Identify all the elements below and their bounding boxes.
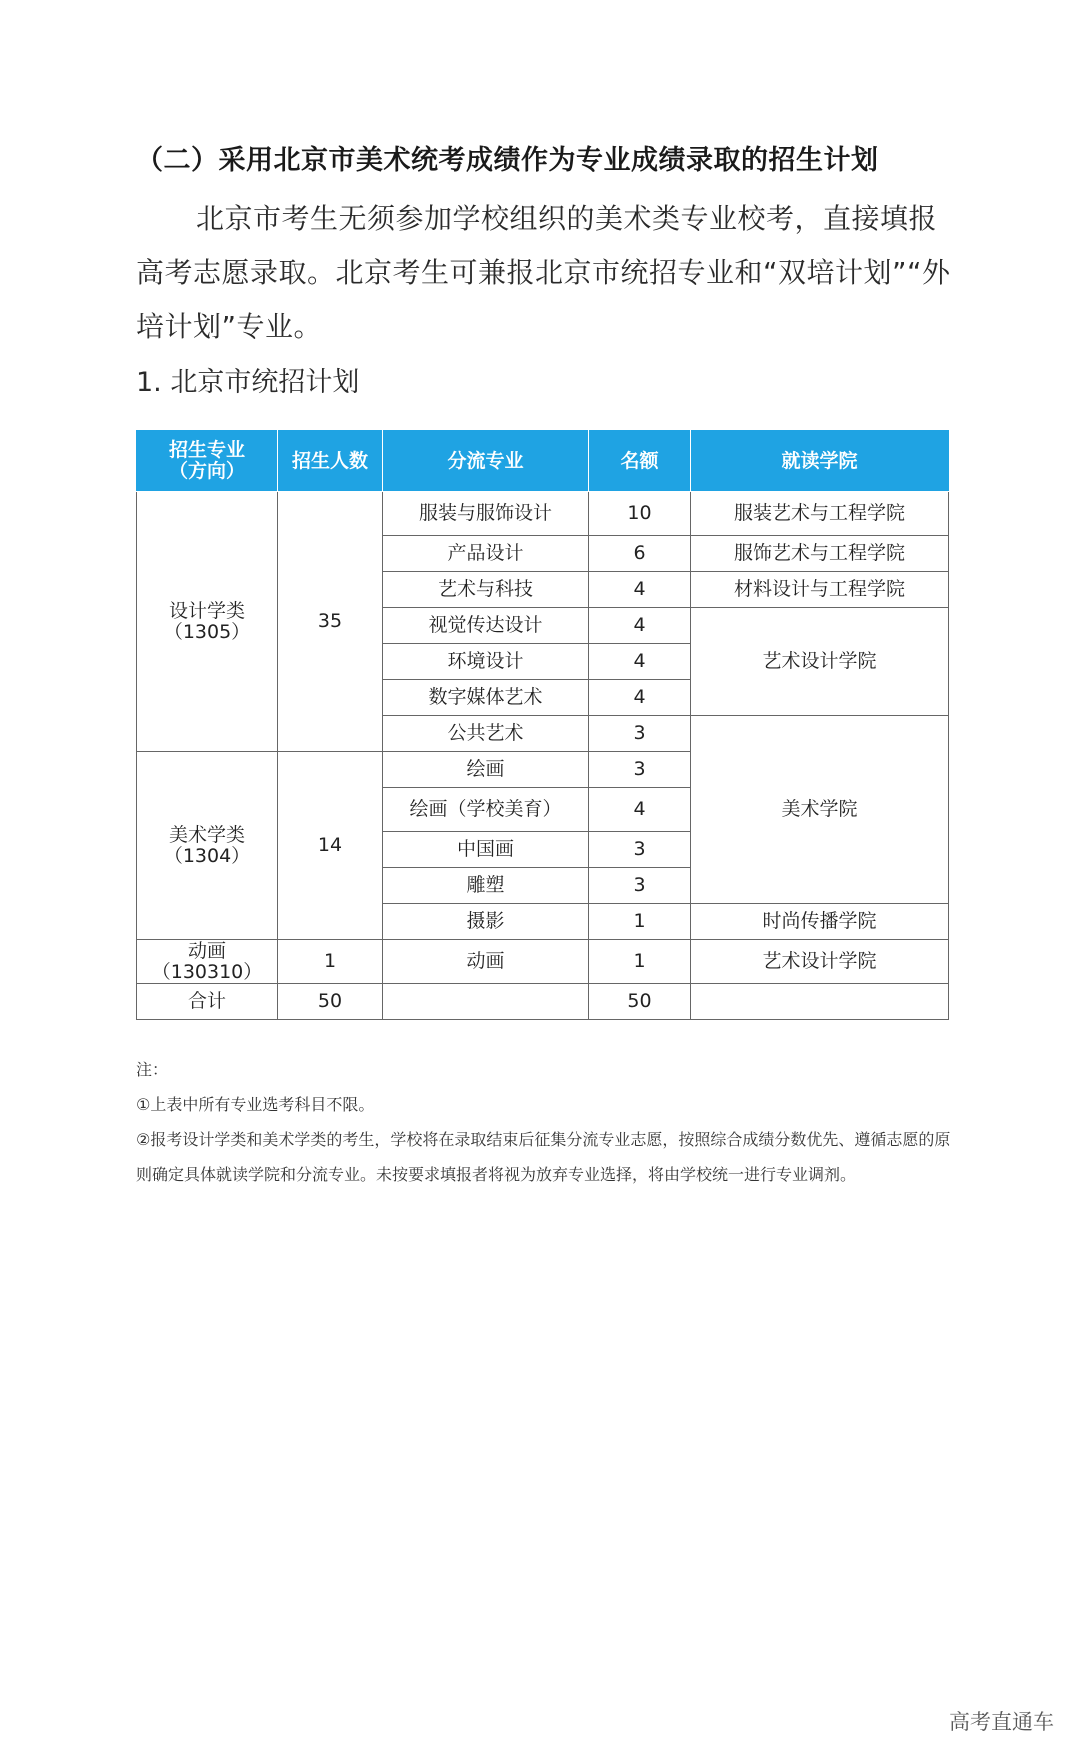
cell-count: 14 — [278, 752, 383, 940]
cell-college: 服饰艺术与工程学院 — [691, 536, 949, 572]
cell-total-quota: 50 — [589, 984, 691, 1020]
cell-quota: 4 — [589, 608, 691, 644]
header-college: 就读学院 — [691, 431, 949, 492]
subheading-beijing-plan: 1. 北京市统招计划 — [136, 367, 360, 398]
cell-count: 1 — [278, 940, 383, 984]
cell-quota: 3 — [589, 716, 691, 752]
cell-stream: 视觉传达设计 — [383, 608, 589, 644]
admission-plan-table — [136, 430, 949, 1020]
intro-paragraph: 北京市考生无须参加学校组织的美术类专业校考，直接填报高考志愿录取。北京考生可兼报北京市统招专业和“双培计划”“外培计划”专业。 — [136, 202, 951, 343]
cell-quota: 3 — [589, 868, 691, 904]
cell-college: 艺术设计学院 — [691, 940, 949, 984]
cell-college: 服装艺术与工程学院 — [691, 492, 949, 536]
table-total-row — [137, 984, 949, 1020]
header-stream: 分流专业 — [383, 431, 589, 492]
cell-college: 美术学院 — [691, 716, 949, 904]
major-name: 动画 — [187, 939, 226, 962]
major-code: （1304） — [163, 844, 251, 867]
major-name: 设计学类 — [168, 599, 245, 622]
cell-quota: 3 — [589, 752, 691, 788]
cell-stream: 服装与服饰设计 — [383, 492, 589, 536]
cell-total-count: 50 — [278, 984, 383, 1020]
cell-total-label: 合计 — [137, 984, 278, 1020]
header-major — [137, 431, 278, 492]
cell-quota: 4 — [589, 788, 691, 832]
cell-stream: 艺术与科技 — [383, 572, 589, 608]
cell-stream: 绘画 — [383, 752, 589, 788]
notes-title: 注： — [136, 1060, 169, 1079]
table-row — [137, 492, 949, 536]
cell-stream: 中国画 — [383, 832, 589, 868]
cell-stream: 摄影 — [383, 904, 589, 940]
table-row — [137, 940, 949, 984]
cell-stream: 数字媒体艺术 — [383, 680, 589, 716]
header-major-line1: 招生专业 — [168, 439, 245, 461]
cell-college: 材料设计与工程学院 — [691, 572, 949, 608]
cell-college: 艺术设计学院 — [691, 608, 949, 716]
watermark: 高考直通车 — [949, 1710, 1054, 1734]
major-code: （130310） — [151, 960, 263, 983]
cell-major — [137, 752, 278, 940]
header-major-line2: （方向） — [168, 460, 245, 482]
cell-total-stream-empty — [383, 984, 589, 1020]
cell-stream: 产品设计 — [383, 536, 589, 572]
cell-total-college-empty — [691, 984, 949, 1020]
section-title: （二）采用北京市美术统考成绩作为专业成绩录取的招生计划 — [136, 145, 879, 176]
major-code: （1305） — [163, 620, 251, 643]
cell-stream: 绘画（学校美育） — [383, 788, 589, 832]
cell-stream: 雕塑 — [383, 868, 589, 904]
cell-stream: 环境设计 — [383, 644, 589, 680]
note-item: ②报考设计学类和美术学类的考生，学校将在录取结束后征集分流专业志愿，按照综合成绩分数优先、遵循志愿的原则确定具体就读学院和分流专业。未按要求填报者将视为放弃专业选择，将由学校统一进行专业调剂。 — [136, 1130, 951, 1184]
cell-quota: 10 — [589, 492, 691, 536]
cell-college: 时尚传播学院 — [691, 904, 949, 940]
cell-quota: 3 — [589, 832, 691, 868]
note-item: ①上表中所有专业选考科目不限。 — [136, 1095, 375, 1114]
header-quota: 名额 — [589, 431, 691, 492]
cell-stream: 动画 — [383, 940, 589, 984]
cell-major — [137, 940, 278, 984]
major-name: 美术学类 — [168, 823, 245, 846]
cell-count: 35 — [278, 492, 383, 752]
cell-quota: 1 — [589, 904, 691, 940]
cell-quota: 1 — [589, 940, 691, 984]
cell-stream: 公共艺术 — [383, 716, 589, 752]
header-count: 招生人数 — [278, 431, 383, 492]
notes — [136, 1052, 956, 1192]
cell-quota: 4 — [589, 680, 691, 716]
cell-major — [137, 492, 278, 752]
cell-quota: 4 — [589, 644, 691, 680]
table-header-row — [137, 431, 949, 492]
cell-quota: 4 — [589, 572, 691, 608]
cell-quota: 6 — [589, 536, 691, 572]
